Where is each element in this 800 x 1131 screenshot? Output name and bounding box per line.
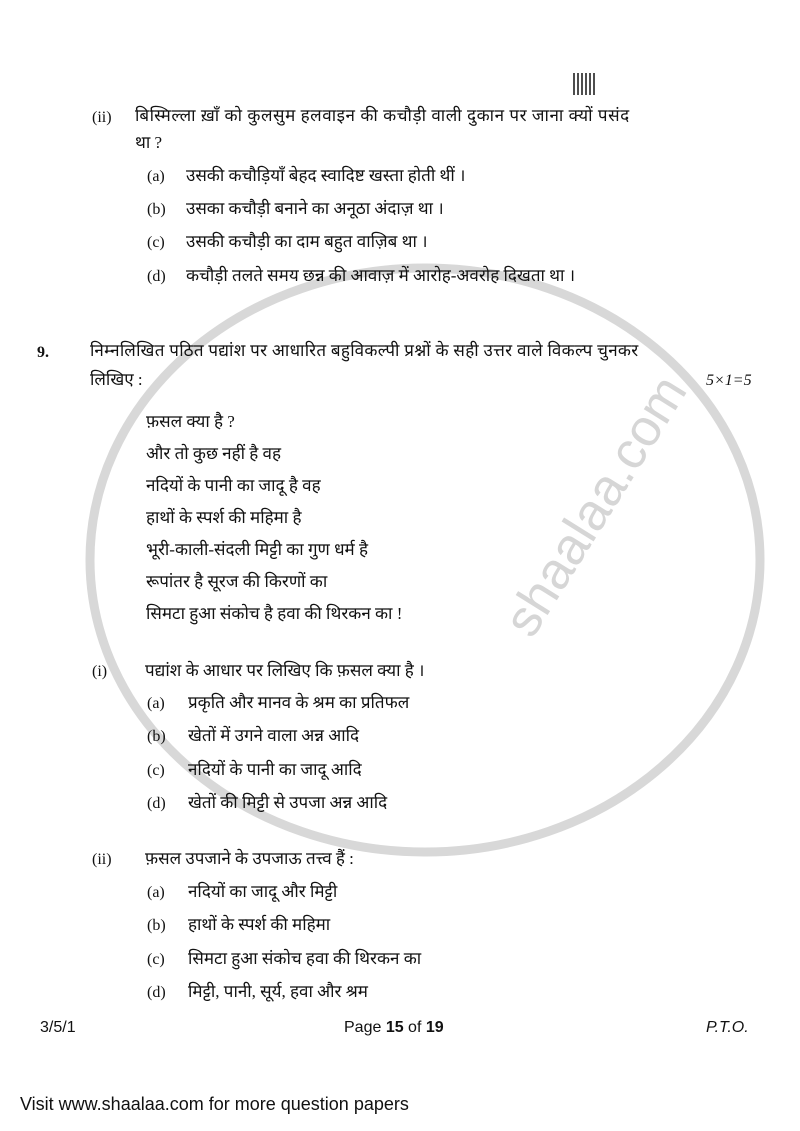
page-prefix: Page <box>344 1019 386 1036</box>
total-pages: 19 <box>425 1019 444 1036</box>
option-text: सिमटा हुआ संकोच हवा की थिरकन का <box>188 949 422 968</box>
option-label: (c) <box>147 762 165 779</box>
option-text: हाथों के स्पर्श की महिमा <box>188 915 331 934</box>
option-label: (a) <box>147 168 165 185</box>
poem-line: हाथों के स्पर्श की महिमा है <box>146 508 302 527</box>
poem-line: रूपांतर है सूरज की किरणों का <box>146 572 328 591</box>
sub-question-text: पद्यांश के आधार पर लिखिए कि फ़सल क्या है । <box>145 661 425 680</box>
option-text: मिट्टी, पानी, सूर्य, हवा और श्रम <box>188 982 368 1001</box>
pto: P.T.O. <box>706 1019 749 1036</box>
option-label: (c) <box>147 951 165 968</box>
question-text: लिखिए : <box>90 370 143 389</box>
question-number: (ii) <box>92 109 112 126</box>
question-text: था ? <box>135 133 163 152</box>
option-text: खेतों की मिट्टी से उपजा अन्न आदि <box>188 793 388 812</box>
page-number <box>344 1019 444 1037</box>
option-label: (d) <box>147 268 166 285</box>
option-label: (d) <box>147 984 166 1001</box>
question-text: बिस्मिल्ला ख़ाँ को कुलसुम हलवाइन की कचौड़ी वाली दुकान पर जाना क्यों पसंद <box>135 106 630 125</box>
question-number: 9. <box>37 344 49 361</box>
sub-question-text: फ़सल उपजाने के उपजाऊ तत्त्व हैं : <box>145 849 354 868</box>
paper-code: 3/5/1 <box>40 1019 76 1036</box>
poem-line: और तो कुछ नहीं है वह <box>146 444 282 463</box>
sub-question-number: (ii) <box>92 851 112 868</box>
option-label: (a) <box>147 884 165 901</box>
option-label: (c) <box>147 234 165 251</box>
marks: 5×1=5 <box>706 372 752 389</box>
option-label: (b) <box>147 201 166 218</box>
option-text: उसका कचौड़ी बनाने का अनूठा अंदाज़ था । <box>186 199 444 218</box>
option-text: उसकी कचौड़ियाँ बेहद स्वादिष्ट खस्ता होती थीं । <box>186 166 466 185</box>
question-text: निम्नलिखित पठित पद्यांश पर आधारित बहुविकल्पी प्रश्नों के सही उत्तर वाले विकल्प चुनकर <box>90 341 639 360</box>
poem-line: सिमटा हुआ संकोच है हवा की थिरकन का ! <box>146 604 403 623</box>
option-text: प्रकृति और मानव के श्रम का प्रतिफल <box>188 693 410 712</box>
option-label: (d) <box>147 795 166 812</box>
site-banner[interactable]: Visit www.shaalaa.com for more question papers <box>20 1094 409 1114</box>
option-label: (a) <box>147 695 165 712</box>
poem-line: नदियों के पानी का जादू है वह <box>146 476 321 495</box>
page-of: of <box>403 1019 426 1036</box>
sub-question-number: (i) <box>92 663 108 680</box>
option-text: खेतों में उगने वाला अन्न आदि <box>188 726 360 745</box>
poem-line: फ़सल क्या है ? <box>146 412 235 431</box>
watermark-text: shaalaa.com <box>492 365 699 647</box>
option-text: नदियों के पानी का जादू आदि <box>188 760 362 779</box>
option-label: (b) <box>147 917 166 934</box>
poem-line: भूरी-काली-संदली मिट्टी का गुण धर्म है <box>146 540 368 559</box>
option-text: कचौड़ी तलते समय छन्न की आवाज़ में आरोह-अवरोह दिखता था । <box>186 266 576 285</box>
option-text: उसकी कचौड़ी का दाम बहुत वाज़िब था । <box>186 232 428 251</box>
option-label: (b) <box>147 728 166 745</box>
current-page: 15 <box>385 1019 404 1036</box>
option-text: नदियों का जादू और मिट्टी <box>188 882 338 901</box>
qr-code-icon <box>573 73 595 95</box>
